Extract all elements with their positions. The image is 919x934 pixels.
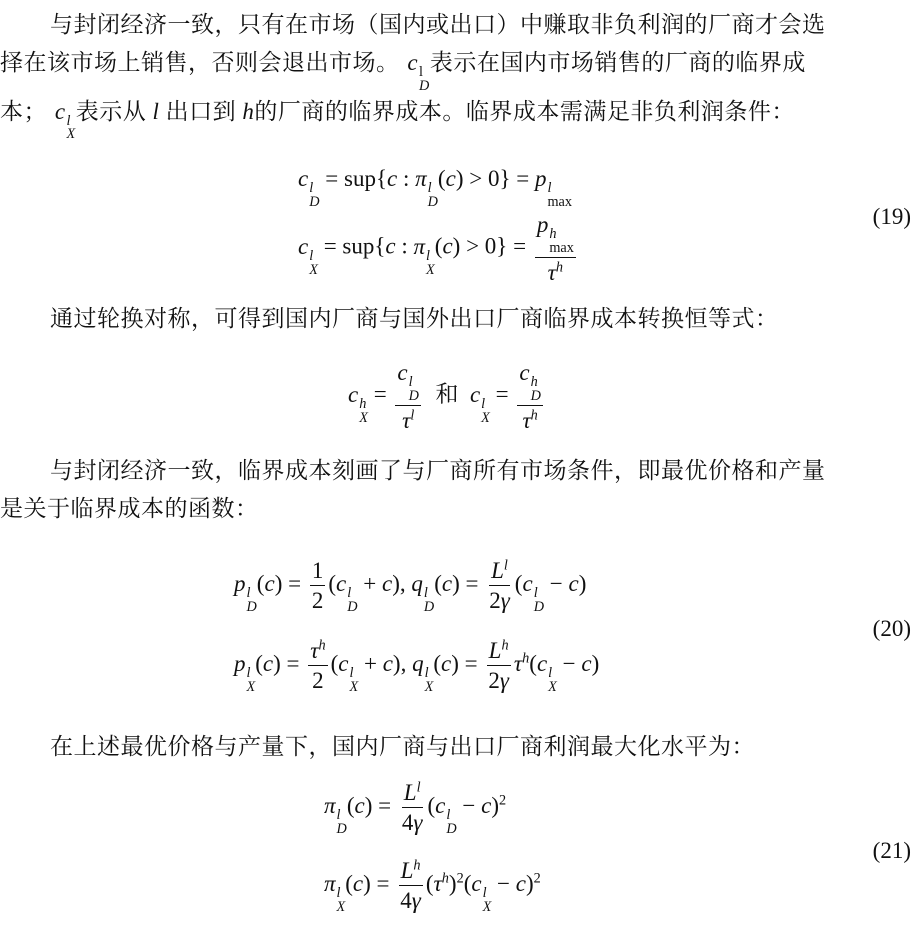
equation-21-line-2: π l X (c) = $\frac{L^h}{4\gamma}$ $(\tau^h)^2(c$ l X − c)$^2$ <box>324 857 541 916</box>
equation-21-line-1: π l D (c) = $\frac{L^l}{4\gamma}$ (c l D − c)$^2$ <box>324 779 507 838</box>
text-span: 表示从 <box>75 98 147 125</box>
paragraph-2 <box>0 300 919 338</box>
text-span: 的厂商的临界成本。临界成本需满足非负利润条件： <box>254 98 795 125</box>
paragraph-1 <box>0 6 919 141</box>
paragraph-2-line-1: 通过轮换对称，可得到国内厂商与国外出口厂商临界成本转换恒等式： <box>50 306 779 332</box>
paragraph-3-line-2: 是关于临界成本的函数： <box>0 496 259 522</box>
equation-number-21: (21) <box>872 838 911 863</box>
math-h: h <box>236 98 255 124</box>
equation-20-line-1: p l D (c) = $\frac{1}{2}$ (c l D + c), q l D (c) = $\frac{L^l}{2\gamma}$ (c l D − c) <box>234 557 587 616</box>
equation-19-line-2: c l X = sup{c : π l X (c) > 0} = p h max $\tau^h$ <box>298 212 574 285</box>
paragraph-1-line-3 <box>0 93 919 142</box>
paragraph-1-line-2 <box>0 44 919 93</box>
text-span: 表示在国内市场销售的厂商的临界成 <box>429 50 806 76</box>
identity-equation: c h X = c l D $\tau^l$ 和 c l X = c h D $\tau^h$ <box>348 360 541 433</box>
paragraph-4-line-1: 在上述最优价格与产量下，国内厂商与出口厂商利润最大化水平为： <box>50 734 755 760</box>
equation-19-line-1: c l D = sup{c : π l D (c) > 0} = p l max <box>298 166 573 210</box>
math-c-X-l: c l X <box>54 98 76 143</box>
math-c-D-l: c l D <box>407 50 430 94</box>
equation-20-line-2: p l X (c) = $\frac{\tau^h}{2}$ (c l X + c), q l X (c) = $\frac{L^h}{2\gamma}$ $\tau^h(c$ l X − c) <box>234 637 600 696</box>
paragraph-3-line-1: 与封闭经济一致，临界成本刻画了与厂商所有市场条件，即最优价格和产量 <box>50 458 826 484</box>
math-l: l <box>146 98 166 124</box>
text-span: 本； <box>0 98 47 125</box>
text-span: 择在该市场上销售，否则会退出市场。 <box>0 50 400 76</box>
equation-number-19: (19) <box>872 204 911 229</box>
paragraph-3 <box>0 452 919 528</box>
paragraph-4 <box>0 728 919 766</box>
paragraph-1-line-1: 与封闭经济一致，只有在市场（国内或出口）中赚取非负利润的厂商才会选 <box>50 12 826 38</box>
text-span: 出口到 <box>165 98 237 125</box>
equation-number-20: (20) <box>872 616 911 641</box>
and-word: 和 <box>435 381 459 408</box>
